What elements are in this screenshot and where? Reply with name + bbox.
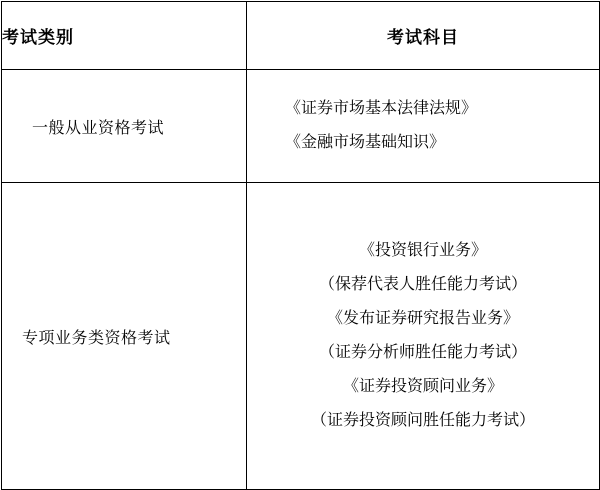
subject-item: 《证券投资顾问业务》 <box>342 378 503 395</box>
subject-item: 《投资银行业务》 <box>358 242 487 259</box>
header-category: 考试类别 <box>2 2 247 70</box>
subject-item: 《金融市场基础知识》 <box>285 134 446 151</box>
cell-subject-general <box>247 70 600 183</box>
table-row <box>2 183 600 490</box>
cell-category-general: 一般从业资格考试 <box>2 70 247 183</box>
subject-item: 《发布证券研究报告业务》 <box>326 310 519 327</box>
cell-subject-special <box>247 183 600 490</box>
exam-subjects-table <box>1 1 600 490</box>
table-header-row <box>2 2 600 70</box>
table-row <box>2 70 600 183</box>
subject-item: （保荐代表人胜任能力考试） <box>318 276 527 293</box>
subject-item: 《证券市场基本法律法规》 <box>285 100 478 117</box>
subject-item: （证券分析师胜任能力考试） <box>318 344 527 361</box>
header-subject: 考试科目 <box>247 2 600 70</box>
subject-item: （证券投资顾问胜任能力考试） <box>310 412 535 429</box>
cell-category-special: 专项业务类资格考试 <box>2 183 247 490</box>
document-page <box>0 1 600 490</box>
